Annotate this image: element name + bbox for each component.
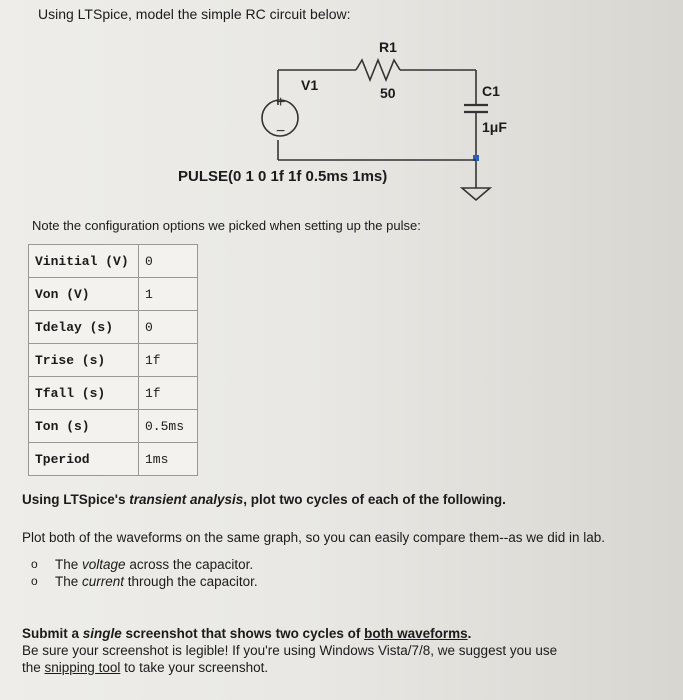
- param-name: Tfall (s): [29, 377, 139, 410]
- table-row: [29, 311, 198, 344]
- source-name-label: V1: [301, 77, 319, 93]
- transient-emphasis: transient analysis: [129, 492, 244, 507]
- param-name: Vinitial (V): [29, 245, 139, 278]
- rc-circuit-schematic: [0, 0, 683, 215]
- param-name: Von (V): [29, 278, 139, 311]
- param-value: 0: [139, 311, 198, 344]
- param-value: 0: [139, 245, 198, 278]
- legibility-instruction: Be sure your screenshot is legible! If you're using Windows Vista/7/8, we suggest you use: [22, 643, 558, 658]
- plus-sign: +: [276, 94, 286, 111]
- bullet-icon: o: [31, 557, 38, 571]
- param-name: Trise (s): [29, 344, 139, 377]
- param-value: 1f: [139, 344, 198, 377]
- param-value: 1: [139, 278, 198, 311]
- table-row: [29, 443, 198, 476]
- param-value: 1f: [139, 377, 198, 410]
- ground-icon: [462, 188, 490, 200]
- param-name: Ton (s): [29, 410, 139, 443]
- resistor-symbol: [356, 60, 400, 80]
- table-row: [29, 278, 198, 311]
- table-row: [29, 245, 198, 278]
- capacitor-name-label: C1: [482, 83, 500, 99]
- param-value: 0.5ms: [139, 410, 198, 443]
- pulse-spec-label: PULSE(0 1 0 1f 1f 0.5ms 1ms): [178, 168, 388, 185]
- snipping-instruction: the snipping tool to take your screenshot.: [22, 660, 269, 675]
- param-value: 1ms: [139, 443, 198, 476]
- bullet-icon: o: [31, 574, 38, 588]
- table-row: [29, 344, 198, 377]
- resistor-name-label: R1: [379, 39, 397, 55]
- capacitor-value-label: 1μF: [482, 119, 507, 135]
- submit-instruction: Submit a single screenshot that shows two cycles of both waveforms.: [22, 626, 472, 641]
- intro-text: Using LTSpice, model the simple RC circuit below:: [38, 6, 351, 22]
- same-graph-instruction: Plot both of the waveforms on the same graph, so you can easily compare them--as we did in lab.: [22, 530, 606, 545]
- param-name: Tperiod: [29, 443, 139, 476]
- table-row: [29, 377, 198, 410]
- table-row: [29, 410, 198, 443]
- pulse-parameters-table: [28, 244, 198, 476]
- note-text: Note the configuration options we picked when setting up the pulse:: [32, 218, 421, 233]
- snipping-tool-link[interactable]: snipping tool: [44, 660, 121, 675]
- document-page: Using LTSpice, model the simple RC circuit below: + − R1 50 V1 C1 1μF PULSE(0 1 0 1f 1f 0.5ms 1ms) Note the configuration options we picked when setting up the pulse: Vinitial (V) 0 Von (V) 1 Tdelay (s) 0 Trise (s) 1f Tfall (s) 1f Ton (s) 0.5ms Tperiod 1ms Using LTSpice's transient analysis, plot two cycles of each of the following. Plot both of the waveforms on the same graph, so you can easily compare them--as we did in lab. o The voltage across the capacitor. o The current through the capacitor. Submit a single screenshot that shows two cycles of both waveforms. Be sure your screenshot is legible! If you're using Windows Vista/7/8, we suggest you use the snipping tool to take your screenshot.: [0, 0, 683, 700]
- minus-sign: −: [276, 123, 286, 140]
- param-name: Tdelay (s): [29, 311, 139, 344]
- transient-instruction: Using LTSpice's transient analysis, plot two cycles of each of the following.: [22, 492, 506, 507]
- resistor-value-label: 50: [380, 85, 396, 101]
- both-waveforms-link: both waveforms: [364, 626, 468, 641]
